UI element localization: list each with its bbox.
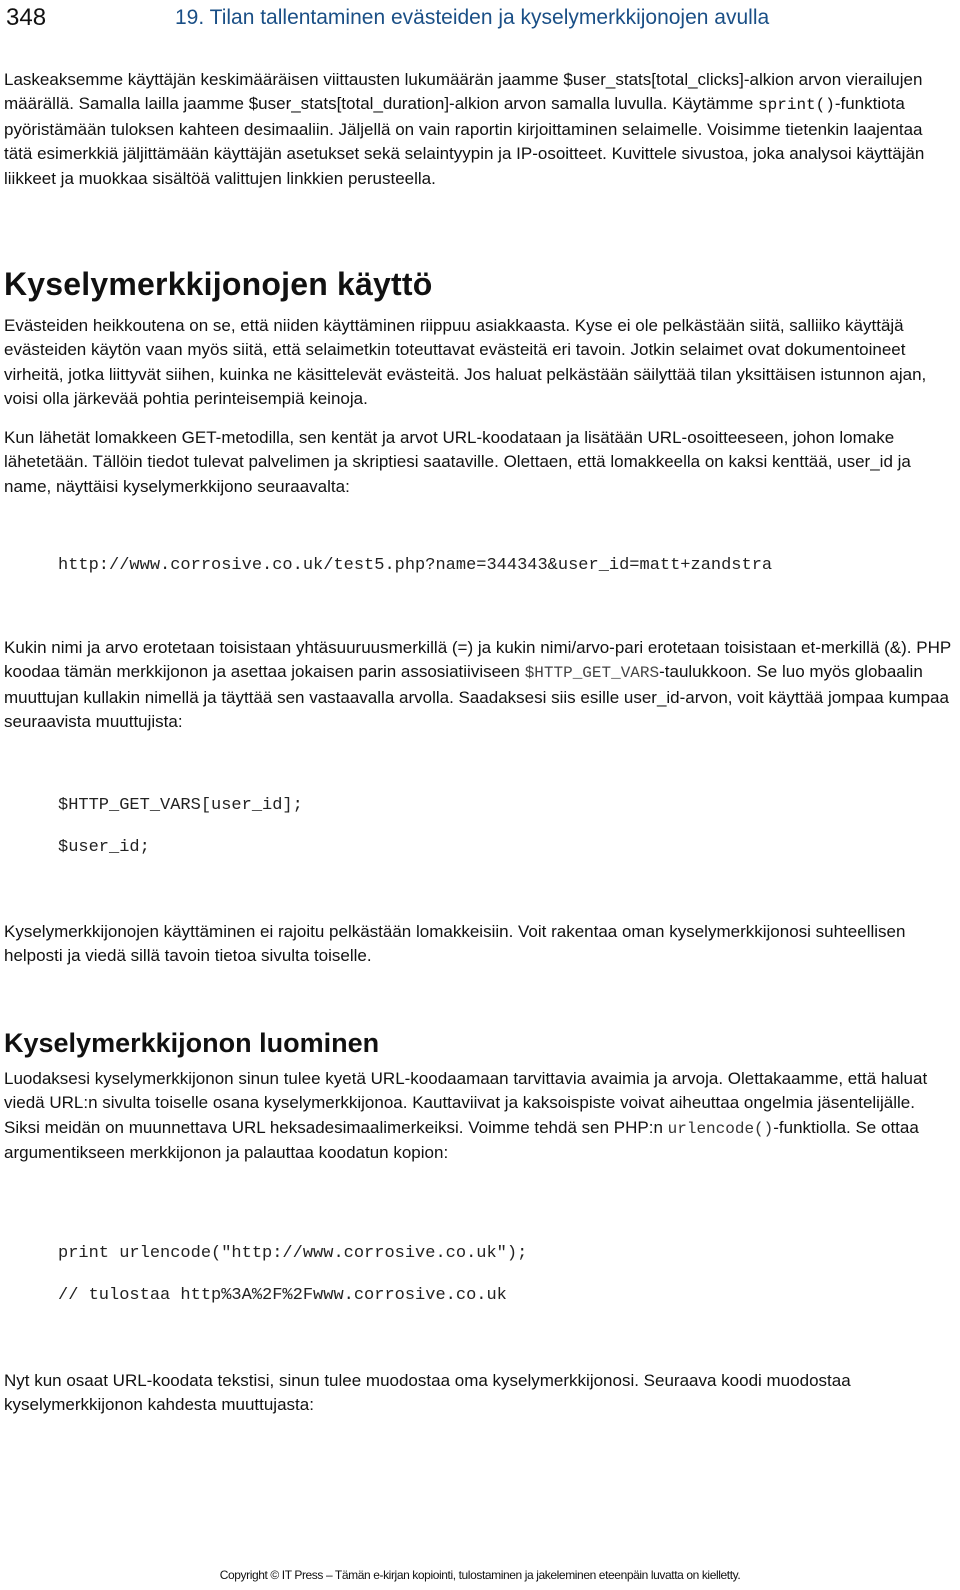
paragraph-text-1: Luodaksesi kyselymerkkijonon sinun tulee kyetä URL-koodaamaan tarvittavia avaimia ja arvoja. Olettakaamme, että haluat viedä URL:n sivulta toiselle osana kyselymerkkijonoa. Kauttaviivat ja kaksoispiste voivat aiheuttaa ongelmia jäsentelijälle. Siksi meidän on muunnettava URL heksadesimaalimerkeiksi. Voimme tehdä sen PHP:n: [4, 1069, 928, 1137]
copyright-footer: Copyright © IT Press – Tämän e-kirjan kopiointi, tulostaminen ja jakeleminen eteenpäin luvatta on kielletty.: [219, 1568, 741, 1582]
code-example-urlencode: print urlencode("http://www.corrosive.co.uk");: [58, 1244, 528, 1263]
paragraph-name-value-pairs: [4, 636, 952, 735]
code-example-url: http://www.corrosive.co.uk/test5.php?name=344343&user_id=matt+zandstra: [58, 556, 773, 575]
code-example-output-comment: // tulostaa http%3A%2F%2Fwww.corrosive.co.uk: [58, 1286, 507, 1305]
section-heading-query-strings: Kyselymerkkijonojen käyttö: [4, 266, 433, 302]
chapter-title: 19. Tilan tallentaminen evästeiden ja kyselymerkkijonojen avulla: [175, 6, 770, 29]
section-heading-creating-query-string: Kyselymerkkijonon luominen: [4, 1028, 380, 1058]
intro-text-2: -funktiota pyöristämään tuloksen kahteen desimaaliin. Jäljellä on vain raportin kirjoittaminen selaimelle. Voisimme tietenkin laajentaa tätä esimerkkiä jäljittämään käyttäjän asetukset sekä selaintyypin ja IP-osoitteet. Kuvittele sivustoa, joka analysoi käyttäjän liikkeet ja muokkaa sisältöä valittujen linkkien perusteella.: [4, 94, 925, 188]
paragraph-text-2: -taulukkoon. Se luo myös globaalin muuttujan kullakin nimellä ja täyttää sen vastaavalla arvolla. Saadaksesi siis esille user_id-arvon, voit käyttää jompaa kumpaa seuraavista muuttujista:: [4, 662, 949, 732]
inline-code-sprint: sprint(): [758, 96, 835, 115]
paragraph-query-usage: Kyselymerkkijonojen käyttäminen ei rajoitu pelkästään lomakkeisiin. Voit rakentaa oman kyselymerkkijonosi suhteellisen helposti ja viedä sillä tavoin tietoa sivulta toiselle.: [4, 922, 906, 966]
paragraph-text-2: -funktiolla. Se ottaa argumentikseen merkkijonon ja palauttaa koodatun kopion:: [4, 1117, 919, 1163]
code-example-user-id: $user_id;: [58, 838, 150, 857]
paragraph-text-1: Kukin nimi ja arvo erotetaan toisistaan yhtäsuuruusmerkillä (=) ja kukin nimi/arvo-pari erotetaan toisistaan et-merkillä (&). PHP koodaa tämän merkkijonon ja asettaa jokaisen parin assosiatiiviseen: [4, 638, 951, 682]
page-number: 348: [6, 4, 47, 31]
intro-paragraph: [4, 68, 952, 191]
intro-text-1: Laskeaksemme käyttäjän keskimääräisen viittausten lukumäärän jaamme $user_stats[total_clicks]-alkion arvon vierailujen määrällä. Samalla lailla jaamme $user_stats[total_duration]-alkion arvon samalla luvulla. Käytämme: [4, 70, 923, 114]
inline-code-http-get-vars: $HTTP_GET_VARS: [524, 664, 660, 683]
paragraph-url-encoding: [4, 1067, 952, 1166]
code-example-get-vars: $HTTP_GET_VARS[user_id];: [58, 796, 303, 815]
paragraph-cookie-weakness: Evästeiden heikkoutena on se, että niiden käyttäminen riippuu asiakkaasta. Kyse ei ole pelkästään siitä, salliiko käyttäjä evästeiden käytön vaan myös siitä, että selaimetkin toteuttavat evästeitä eri tavoin. Jotkin selaimet ovat dokumentoineet virheitä, jotka liittyvät siihen, kuinka ne käsittelevät evästeitä. Jos haluat pelkästään säilyttää tilan yksittäisen istunnon ajan, voisi olla järkevää pohtia perinteisempiä keinoja.: [4, 316, 927, 409]
inline-code-urlencode: urlencode(): [667, 1119, 774, 1138]
paragraph-build-query-string: Nyt kun osaat URL-koodata tekstisi, sinun tulee muodostaa oma kyselymerkkijonosi. Seuraava koodi muodostaa kyselymerkkijonon kahdesta muuttujasta:: [4, 1371, 851, 1415]
paragraph-get-method: Kun lähetät lomakkeen GET-metodilla, sen kentät ja arvot URL-koodataan ja lisätään URL-osoitteeseen, johon lomake lähetetään. Tällöin tiedot tulevat palvelimen ja skriptiesi saataville. Olettaen, että lomakkeella on kaksi kenttää, user_id ja name, näyttäisi kyselymerkkijono seuraavalta:: [4, 428, 911, 496]
